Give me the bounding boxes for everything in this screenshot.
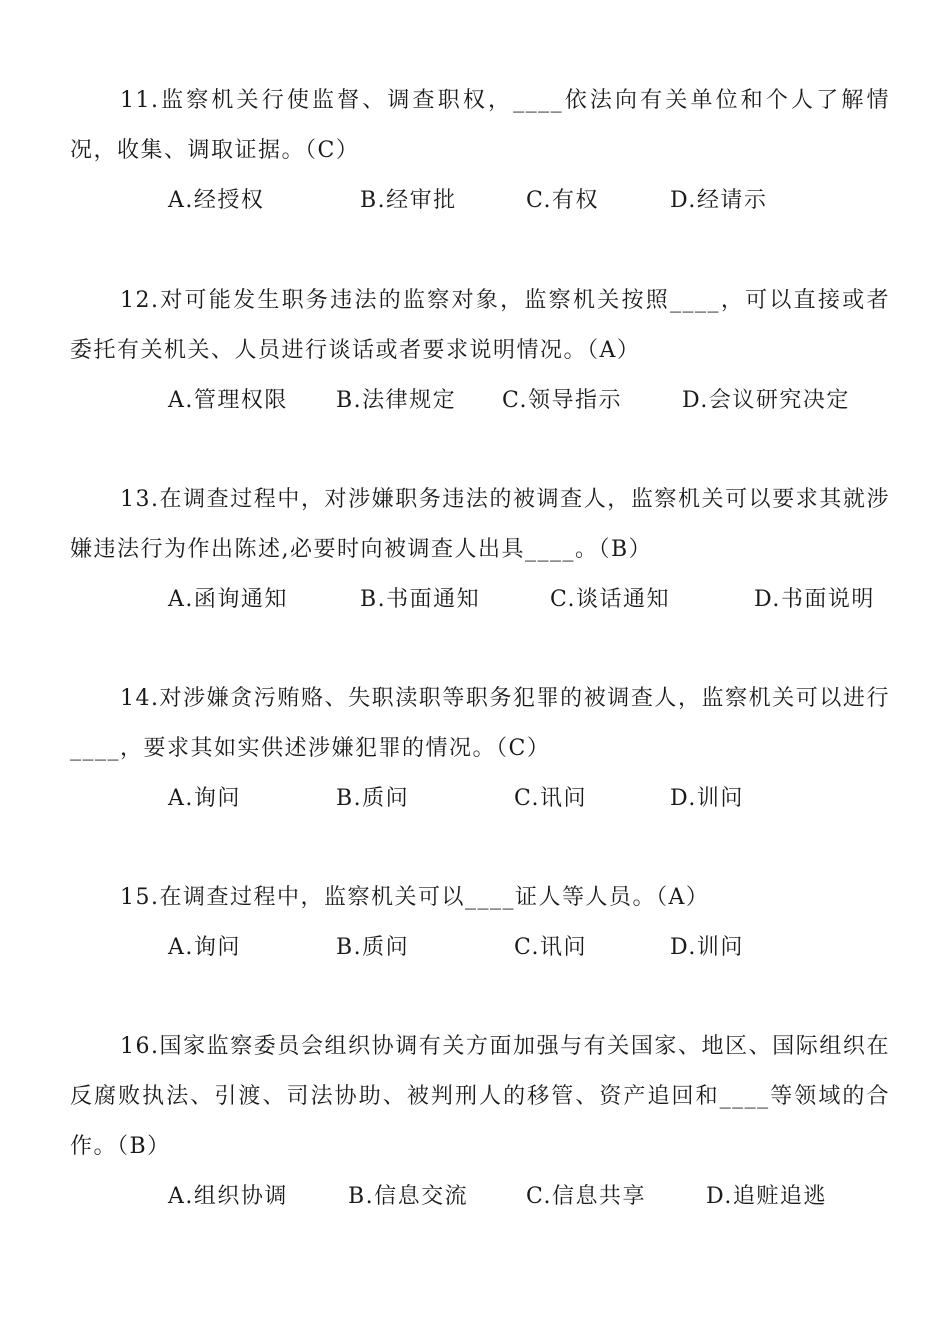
question-stem: 13.在调查过程中，对涉嫌职务违法的被调查人，监察机关可以要求其就涉嫌违法行为作出陈述,必要时向被调查人出具____。（B）	[70, 487, 890, 562]
option-a: A.经授权	[168, 188, 265, 213]
options-row	[70, 376, 890, 426]
option-a: A.函询通知	[168, 587, 288, 612]
option-c: C.有权	[526, 188, 600, 213]
option-b: B.法律规定	[336, 388, 457, 413]
question-stem: 14.对涉嫌贪污贿赂、失职渎职等职务犯罪的被调查人，监察机关可以进行____，要求其如实供述涉嫌犯罪的情况。（C）	[70, 686, 890, 761]
question-stem: 15.在调查过程中，监察机关可以____证人等人员。（A）	[120, 885, 710, 910]
question-stem: 12.对可能发生职务违法的监察对象，监察机关按照____，可以直接或者委托有关机关、人员进行谈话或者要求说明情况。（A）	[70, 288, 890, 363]
option-c: C.讯问	[514, 935, 588, 960]
question-12	[70, 276, 890, 426]
question-14	[70, 674, 890, 824]
option-c: C.讯问	[514, 786, 588, 811]
option-a: A.询问	[168, 935, 241, 960]
option-b: B.质问	[336, 935, 410, 960]
option-c: C.领导指示	[502, 388, 623, 413]
option-d: D.经请示	[670, 188, 768, 213]
option-c: C.信息共享	[526, 1184, 647, 1209]
option-a: A.管理权限	[168, 388, 288, 413]
question-stem: 16.国家监察委员会组织协调有关方面加强与有关国家、地区、国际组织在反腐败执法、引渡、司法协助、被判刑人的移管、资产追回和____等领域的合作。（B）	[70, 1034, 890, 1159]
question-11	[70, 76, 890, 226]
options-row	[70, 575, 890, 625]
option-b: B.经审批	[360, 188, 457, 213]
option-b: B.信息交流	[348, 1184, 469, 1209]
option-d: D.会议研究决定	[682, 388, 850, 413]
option-d: D.书面说明	[754, 587, 875, 612]
option-c: C.谈话通知	[550, 587, 671, 612]
option-b: B.书面通知	[360, 587, 481, 612]
option-a: A.询问	[168, 786, 241, 811]
option-a: A.组织协调	[168, 1184, 288, 1209]
question-15	[70, 873, 890, 973]
question-16	[70, 1022, 890, 1222]
option-b: B.质问	[336, 786, 410, 811]
option-d: D.追赃追逃	[706, 1184, 827, 1209]
options-row	[70, 923, 890, 973]
option-d: D.训问	[670, 786, 744, 811]
options-row	[70, 176, 890, 226]
question-13	[70, 475, 890, 625]
options-row	[70, 1172, 890, 1222]
option-d: D.训问	[670, 935, 744, 960]
question-stem: 11.监察机关行使监督、调查职权，____依法向有关单位和个人了解情况，收集、调取证据。（C）	[70, 88, 890, 163]
options-row	[70, 774, 890, 824]
